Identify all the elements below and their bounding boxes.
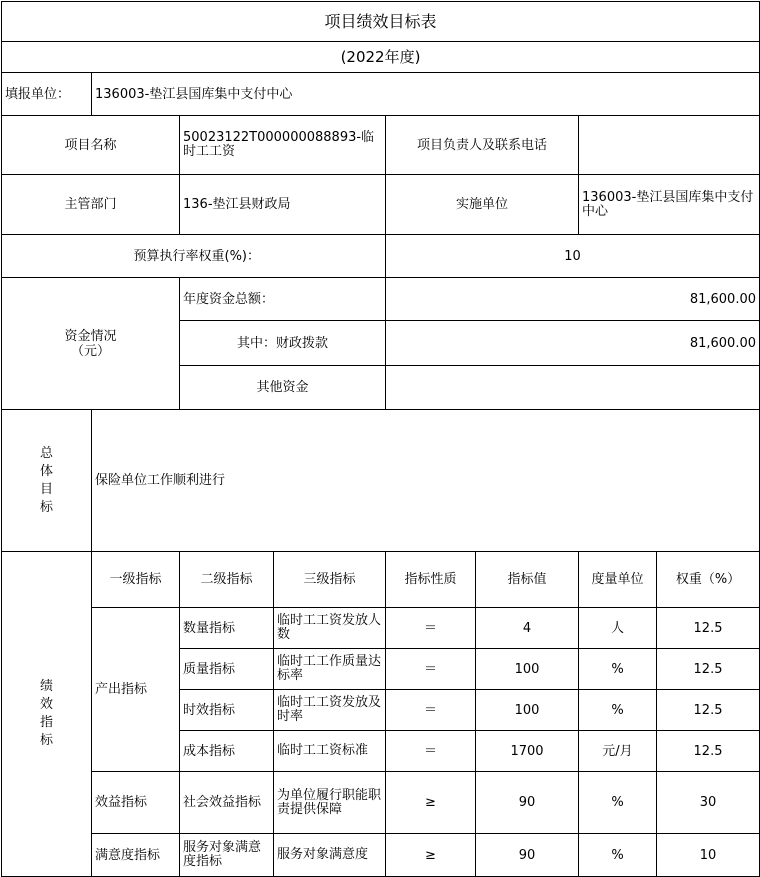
group-benefit: 效益指标 (92, 772, 180, 834)
row-level3: 临时工工资标准 (274, 731, 386, 772)
table-title: 项目绩效目标表 (2, 2, 760, 42)
row-level2: 社会效益指标 (180, 772, 274, 834)
row-level3: 临时工工资发放及时率 (274, 690, 386, 731)
header-level3: 三级指标 (274, 552, 386, 608)
funds-other-value (386, 366, 760, 410)
funds-total-value: 81,600.00 (386, 278, 760, 321)
row-level2: 成本指标 (180, 731, 274, 772)
row-level3: 服务对象满意度 (274, 834, 386, 877)
funds-label-line1: 资金情况 (64, 328, 117, 344)
row-unit: % (579, 834, 657, 877)
group-output: 产出指标 (92, 608, 180, 772)
row-weight: 12.5 (657, 731, 760, 772)
project-name-label: 项目名称 (2, 116, 180, 175)
row-nature: ＝ (386, 690, 476, 731)
header-value: 指标值 (476, 552, 579, 608)
header-unit: 度量单位 (579, 552, 657, 608)
budget-weight-label: 预算执行率权重(%)： (2, 235, 386, 278)
project-contact-label: 项目负责人及联系电话 (386, 116, 579, 175)
row-weight: 30 (657, 772, 760, 834)
indicators-label: 绩 效 指 标 (2, 552, 92, 877)
row-level2: 服务对象满意度指标 (180, 834, 274, 877)
group-satisfaction: 满意度指标 (92, 834, 180, 877)
header-nature: 指标性质 (386, 552, 476, 608)
funds-other-label: 其他资金 (180, 366, 386, 410)
dept-value: 136-垫江县财政局 (180, 175, 386, 235)
row-value: 90 (476, 772, 579, 834)
table-row (2, 834, 760, 877)
table-year: (2022年度) (2, 42, 760, 73)
header-level2: 二级指标 (180, 552, 274, 608)
funds-fiscal-label: 其中：财政拨款 (180, 321, 386, 366)
row-weight: 12.5 (657, 649, 760, 690)
row-nature: ＝ (386, 608, 476, 649)
row-value: 100 (476, 690, 579, 731)
funds-total-label: 年度资金总额： (180, 278, 386, 321)
row-nature: ≥ (386, 834, 476, 877)
row-value: 100 (476, 649, 579, 690)
row-weight: 12.5 (657, 608, 760, 649)
row-value: 4 (476, 608, 579, 649)
filing-unit-value: 136003-垫江县国库集中支付中心 (92, 73, 760, 116)
row-weight: 10 (657, 834, 760, 877)
row-level3: 临时工工作质量达标率 (274, 649, 386, 690)
row-value: 1700 (476, 731, 579, 772)
row-level2: 数量指标 (180, 608, 274, 649)
row-weight: 12.5 (657, 690, 760, 731)
row-level3: 临时工工资发放人数 (274, 608, 386, 649)
row-unit: % (579, 772, 657, 834)
overall-goal-label: 总 体 目 标 (2, 410, 92, 552)
table-row (2, 772, 760, 834)
filing-unit-label: 填报单位： (2, 73, 92, 116)
header-level1: 一级指标 (92, 552, 180, 608)
row-level3: 为单位履行职能职责提供保障 (274, 772, 386, 834)
row-value: 90 (476, 834, 579, 877)
row-unit: 人 (579, 608, 657, 649)
row-level2: 质量指标 (180, 649, 274, 690)
row-level2: 时效指标 (180, 690, 274, 731)
impl-unit-value: 136003-垫江县国库集中支付中心 (579, 175, 760, 235)
row-nature: ≥ (386, 772, 476, 834)
row-nature: ＝ (386, 731, 476, 772)
funds-label (2, 278, 180, 410)
funds-label-line2: （元） (70, 343, 110, 359)
row-unit: 元/月 (579, 731, 657, 772)
dept-label: 主管部门 (2, 175, 180, 235)
budget-weight-value: 10 (386, 235, 760, 278)
row-nature: ＝ (386, 649, 476, 690)
table-row (2, 608, 760, 649)
row-unit: % (579, 649, 657, 690)
performance-table (1, 1, 760, 877)
overall-goal-text: 保险单位工作顺利进行 (92, 410, 760, 552)
header-weight: 权重（%） (657, 552, 760, 608)
project-contact-value (579, 116, 760, 175)
funds-fiscal-value: 81,600.00 (386, 321, 760, 366)
impl-unit-label: 实施单位 (386, 175, 579, 235)
row-unit: % (579, 690, 657, 731)
project-name-value: 50023122T000000088893-临时工工资 (180, 116, 386, 175)
